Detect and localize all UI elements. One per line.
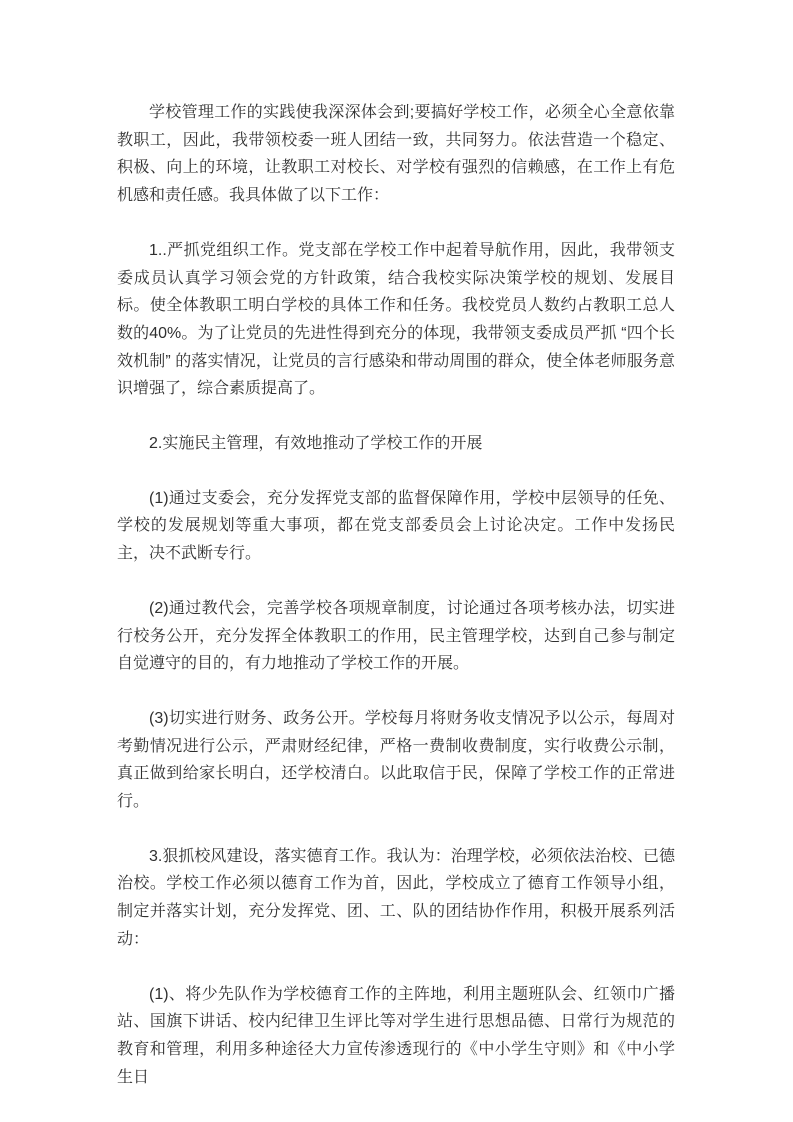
paragraph-finance-disclosure: (3)切实进行财务、政务公开。学校每月将财务收支情况予以公示，每周对考勤情况进行公示，严肃财经纪律，严格一费制收费制度，实行收费公示制，真正做到给家长明白，还学校清白。以此取信于民，保障了学校工作的正常进行。 [117,709,675,811]
paragraph-young-pioneers-truncated: (1)、将少先队作为学校德育工作的主阵地，利用主题班队会、红领巾广播站、国旗下讲话、校内纪律卫生评比等对学生进行思想品德、日常行为规范的教育和管理，利用多种途径大力宣传渗透现行的《中小学生守则》和《中小学生日 [117,985,675,1086]
paragraph-staff-congress: (2)通过教代会，完善学校各项规章制度，讨论通过各项考核办法，切实进行校务公开，充分发挥全体教职工的作用，民主管理学校，达到自己参与制定自觉遵守的目的，有力地推动了学校工作的开展。 [117,599,675,673]
paragraph-branch-committee: (1)通过支委会，充分发挥党支部的监督保障作用，学校中层领导的任免、学校的发展规划等重大事项，都在党支部委员会上讨论决定。工作中发扬民主，决不武断专行。 [117,489,675,563]
paragraph-school-ethos: 3.狠抓校风建设，落实德育工作。我认为：治理学校，必须依法治校、已德治校。学校工作必须以德育工作为首，因此，学校成立了德育工作领导小组，制定并落实计划，充分发挥党、团、工、队的团结协作作用，积极开展系列活动： [117,847,675,948]
paragraph-intro: 学校管理工作的实践使我深深体会到;要搞好学校工作，必须全心全意依靠教职工，因此，我带领校委一班人团结一致，共同努力。依法营造一个稳定、积极、向上的环境，让教职工对校长、对学校有强烈的信赖感，在工作上有危机感和责任感。我具体做了以下工作： [117,104,675,205]
paragraph-party-organization: 1..严抓党组织工作。党支部在学校工作中起着导航作用，因此，我带领支委成员认真学习领会党的方针政策，结合我校实际决策学校的规划、发展目标。使全体教职工明白学校的具体工作和任务。我校党员人数约占教职工总人数的40%。为了让党员的先进性得到充分的体现，我带领支委成员严抓 “四个长效机制” 的落实情况，让党员的言行感染和带动周围的群众，使全体老师服务意识增强了，综合素质提高了。 [117,241,675,398]
heading-democratic-management: 2.实施民主管理，有效地推动了学校工作的开展 [149,435,483,453]
